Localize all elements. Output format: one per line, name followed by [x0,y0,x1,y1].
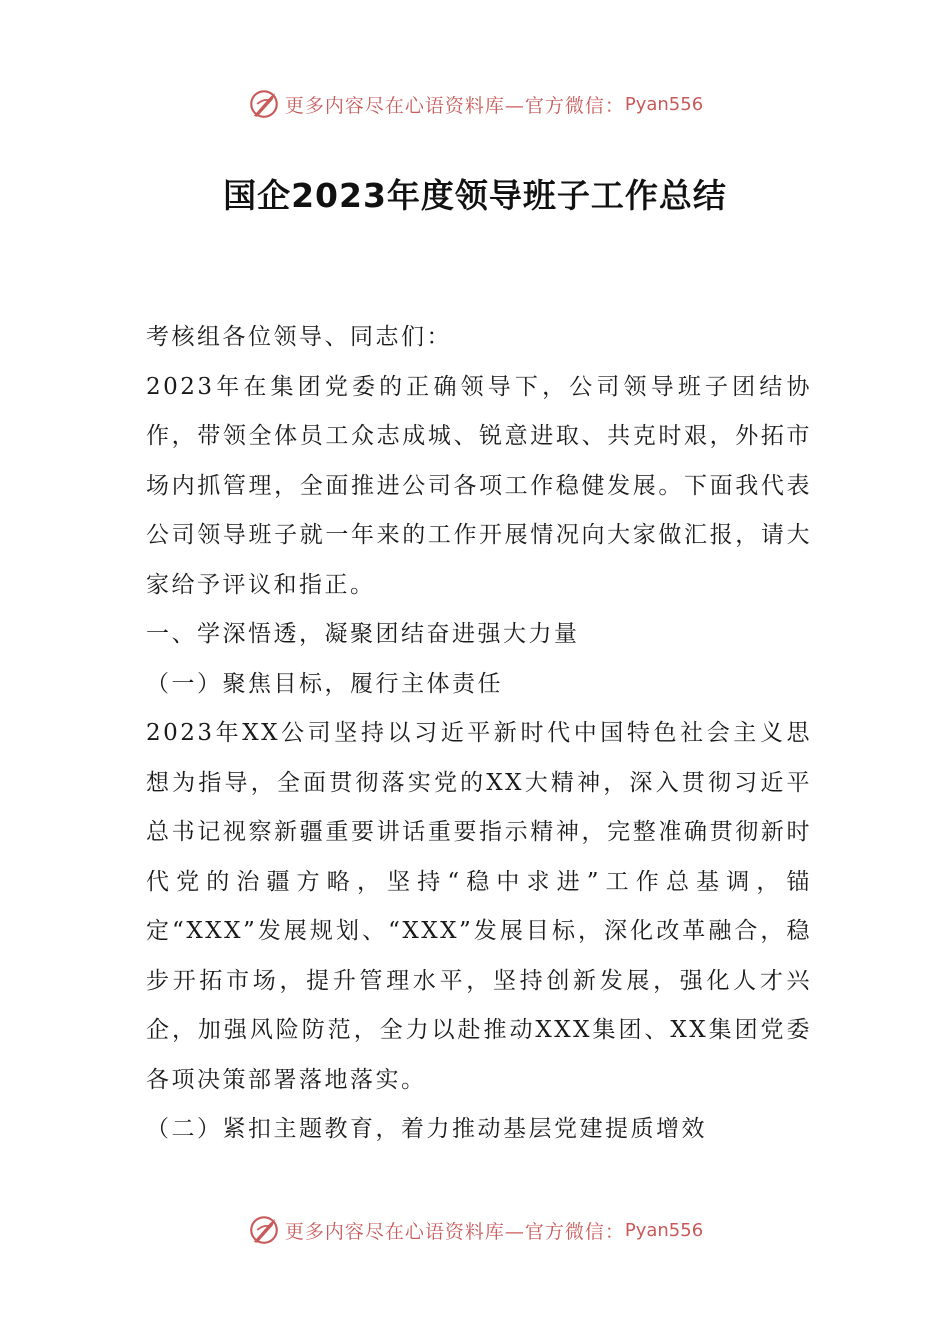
pen-nib-logo-icon [247,87,281,121]
document-body [146,313,812,1155]
section-heading-1: 一、学深悟透，凝聚团结奋进强大力量 [146,621,580,647]
watermark-wechat-id: Pyan556 [624,1219,704,1241]
document-title: 国企2023年度领导班子工作总结 [223,176,727,215]
body-paragraph: 2023年XX公司坚持以习近平新时代中国特色社会主义思想为指导，全面贯彻落实党的XX大精神，深入贯彻习近平总书记视察新疆重要讲话重要指示精神，完整准确贯彻新时代党的治疆方略，坚持“稳中求进”工作总基调，锚定“XXX”发展规划、“XXX”发展目标，深化改革融合，稳步开拓市场，提升管理水平，坚持创新发展，强化人才兴企，加强风险防范，全力以赴推动XXX集团、XX集团党委各项决策部署落地落实。 [146,720,812,1093]
watermark-text: 更多内容尽在心语资料库—官方微信： [284,94,625,117]
salutation: 考核组各位领导、同志们： [146,324,452,350]
watermark-text: 更多内容尽在心语资料库—官方微信： [284,1220,625,1243]
subsection-heading-1: （一）聚焦目标，履行主体责任 [146,670,503,697]
pen-nib-logo-icon [247,1213,281,1247]
intro-paragraph: 2023年在集团党委的正确领导下，公司领导班子团结协作，带领全体员工众志成城、锐意进取、共克时艰，外拓市场内抓管理，全面推进公司各项工作稳健发展。下面我代表公司领导班子就一年来的工作开展情况向大家做汇报，请大家给予评议和指正。 [146,373,812,598]
header-watermark [0,84,950,124]
footer-watermark [0,1210,950,1250]
watermark-wechat-id: Pyan556 [624,93,704,115]
subsection-heading-2: （二）紧扣主题教育，着力推动基层党建提质增效 [146,1116,707,1142]
